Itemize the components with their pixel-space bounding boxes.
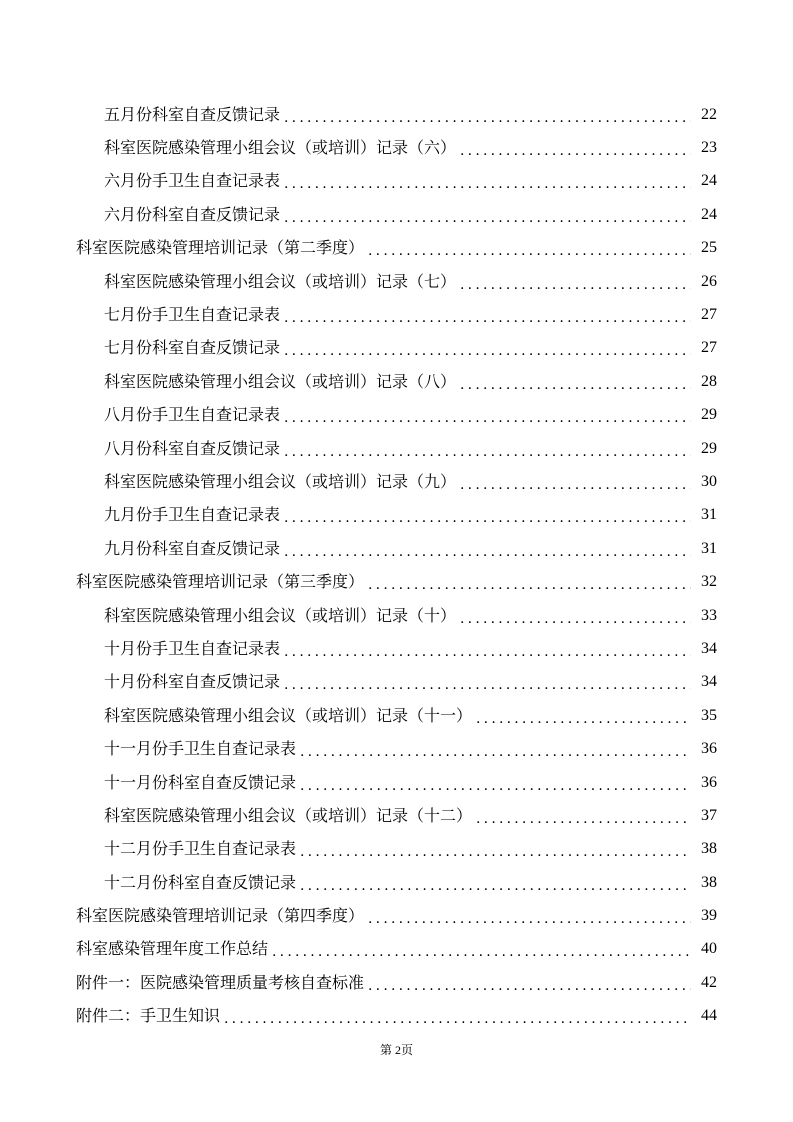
toc-entry-title: 科室医院感染管理培训记录（第四季度） bbox=[76, 906, 365, 926]
toc-entry-title: 十一月份手卫生自查记录表 bbox=[104, 739, 297, 759]
toc-entry-title: 科室感染管理年度工作总结 bbox=[76, 939, 269, 959]
toc-entry[interactable] bbox=[0, 799, 793, 832]
toc-dot-leader bbox=[368, 244, 691, 258]
toc-entry[interactable] bbox=[0, 699, 793, 732]
toc-entry-title: 科室医院感染管理小组会议（或培训）记录（八） bbox=[104, 371, 457, 391]
toc-entry-title: 科室医院感染管理小组会议（或培训）记录（十一） bbox=[104, 705, 473, 725]
toc-entry-page-number: 22 bbox=[701, 105, 717, 123]
toc-dot-leader bbox=[300, 879, 691, 893]
toc-entry-page-number: 35 bbox=[701, 706, 717, 724]
toc-entry[interactable] bbox=[0, 98, 793, 131]
toc-entry-title: 科室医院感染管理小组会议（或培训）记录（十二） bbox=[104, 805, 473, 825]
toc-entry-page-number: 34 bbox=[701, 673, 717, 691]
toc-entry[interactable] bbox=[0, 899, 793, 932]
toc-dot-leader bbox=[460, 612, 691, 626]
toc-entry[interactable] bbox=[0, 1000, 793, 1033]
toc-dot-leader bbox=[284, 344, 691, 358]
toc-entry-title: 十月份手卫生自查记录表 bbox=[104, 638, 281, 658]
toc-dot-leader bbox=[300, 745, 691, 759]
toc-entry-title: 科室医院感染管理小组会议（或培训）记录（十） bbox=[104, 605, 457, 625]
toc-entry[interactable] bbox=[0, 666, 793, 699]
toc-entry-page-number: 27 bbox=[701, 339, 717, 357]
toc-entry-title: 科室医院感染管理培训记录（第三季度） bbox=[76, 572, 365, 592]
toc-dot-leader bbox=[476, 712, 691, 726]
toc-dot-leader bbox=[284, 645, 691, 659]
toc-entry-page-number: 37 bbox=[701, 806, 717, 824]
toc-entry[interactable] bbox=[0, 465, 793, 498]
toc-entry-title: 五月份科室自查反馈记录 bbox=[104, 104, 281, 124]
toc-entry-title: 七月份科室自查反馈记录 bbox=[104, 338, 281, 358]
toc-entry-title: 附件二：手卫生知识 bbox=[76, 1006, 221, 1026]
toc-entry-page-number: 38 bbox=[701, 873, 717, 891]
toc-dot-leader bbox=[368, 979, 691, 993]
toc-entry-title: 七月份手卫生自查记录表 bbox=[104, 305, 281, 325]
toc-entry-title: 十月份科室自查反馈记录 bbox=[104, 672, 281, 692]
toc-entry-title: 科室医院感染管理培训记录（第二季度） bbox=[76, 238, 365, 258]
toc-dot-leader bbox=[460, 378, 691, 392]
toc-dot-leader bbox=[224, 1012, 691, 1026]
toc-dot-leader bbox=[284, 678, 691, 692]
toc-entry-page-number: 24 bbox=[701, 172, 717, 190]
toc-dot-leader bbox=[284, 411, 691, 425]
toc-entry-title: 九月份手卫生自查记录表 bbox=[104, 505, 281, 525]
toc-entry-page-number: 24 bbox=[701, 205, 717, 223]
toc-entry-title: 六月份科室自查反馈记录 bbox=[104, 204, 281, 224]
toc-dot-leader bbox=[300, 845, 691, 859]
toc-dot-leader bbox=[284, 111, 691, 125]
toc-entry-page-number: 39 bbox=[701, 907, 717, 925]
toc-entry[interactable] bbox=[0, 499, 793, 532]
toc-entry-page-number: 36 bbox=[701, 773, 717, 791]
toc-entry[interactable] bbox=[0, 933, 793, 966]
toc-entry[interactable] bbox=[0, 232, 793, 265]
toc-entry-page-number: 30 bbox=[701, 472, 717, 490]
toc-dot-leader bbox=[284, 211, 691, 225]
toc-entry-page-number: 31 bbox=[701, 539, 717, 557]
toc-entry-page-number: 31 bbox=[701, 506, 717, 524]
toc-dot-leader bbox=[284, 445, 691, 459]
toc-entry-page-number: 33 bbox=[701, 606, 717, 624]
toc-entry-page-number: 25 bbox=[701, 239, 717, 257]
toc-dot-leader bbox=[460, 144, 691, 158]
toc-entry-page-number: 32 bbox=[701, 573, 717, 591]
toc-entry[interactable] bbox=[0, 866, 793, 899]
toc-entry[interactable] bbox=[0, 332, 793, 365]
toc-dot-leader bbox=[460, 478, 691, 492]
toc-entry-page-number: 27 bbox=[701, 306, 717, 324]
toc-entry[interactable] bbox=[0, 632, 793, 665]
toc-dot-leader bbox=[300, 779, 691, 793]
toc-entry[interactable] bbox=[0, 732, 793, 765]
toc-entry-title: 八月份科室自查反馈记录 bbox=[104, 438, 281, 458]
toc-entry[interactable] bbox=[0, 131, 793, 164]
toc-entry-page-number: 40 bbox=[701, 940, 717, 958]
toc-entry[interactable] bbox=[0, 532, 793, 565]
toc-entry-title: 附件一：医院感染管理质量考核自查标准 bbox=[76, 972, 365, 992]
toc-entry-page-number: 36 bbox=[701, 740, 717, 758]
toc-entry-title: 八月份手卫生自查记录表 bbox=[104, 405, 281, 425]
toc-entry-page-number: 23 bbox=[701, 139, 717, 157]
toc-entry[interactable] bbox=[0, 966, 793, 999]
toc-entry[interactable] bbox=[0, 399, 793, 432]
toc-dot-leader bbox=[368, 578, 691, 592]
toc-entry-title: 九月份科室自查反馈记录 bbox=[104, 538, 281, 558]
toc-dot-leader bbox=[284, 545, 691, 559]
toc-entry-page-number: 34 bbox=[701, 639, 717, 657]
toc-entry-page-number: 42 bbox=[701, 973, 717, 991]
toc-entry[interactable] bbox=[0, 365, 793, 398]
page-number-footer: 第 2页 bbox=[379, 1043, 413, 1057]
toc-entry[interactable] bbox=[0, 298, 793, 331]
toc-entry[interactable] bbox=[0, 265, 793, 298]
toc-dot-leader bbox=[284, 311, 691, 325]
toc-dot-leader bbox=[476, 812, 691, 826]
toc-entry[interactable] bbox=[0, 766, 793, 799]
toc-entry-page-number: 29 bbox=[701, 439, 717, 457]
toc-entry-page-number: 26 bbox=[701, 272, 717, 290]
toc-entry-page-number: 44 bbox=[701, 1007, 717, 1025]
toc-entry-title: 十二月份手卫生自查记录表 bbox=[104, 839, 297, 859]
toc-entry[interactable] bbox=[0, 165, 793, 198]
toc-entry[interactable] bbox=[0, 565, 793, 598]
toc-entry[interactable] bbox=[0, 432, 793, 465]
toc-dot-leader bbox=[284, 511, 691, 525]
toc-entry-page-number: 28 bbox=[701, 372, 717, 390]
toc-entry[interactable] bbox=[0, 198, 793, 231]
toc-entry[interactable] bbox=[0, 833, 793, 866]
toc-entry-title: 十二月份科室自查反馈记录 bbox=[104, 872, 297, 892]
toc-entry-title: 六月份手卫生自查记录表 bbox=[104, 171, 281, 191]
toc-entry[interactable] bbox=[0, 599, 793, 632]
toc-dot-leader bbox=[272, 945, 691, 959]
toc-entry-title: 十一月份科室自查反馈记录 bbox=[104, 772, 297, 792]
toc-entry-title: 科室医院感染管理小组会议（或培训）记录（九） bbox=[104, 471, 457, 491]
toc-entry-page-number: 29 bbox=[701, 406, 717, 424]
toc-entry-title: 科室医院感染管理小组会议（或培训）记录（六） bbox=[104, 138, 457, 158]
toc-dot-leader bbox=[368, 912, 691, 926]
toc-entry-page-number: 38 bbox=[701, 840, 717, 858]
table-of-contents bbox=[0, 98, 793, 1033]
toc-entry-title: 科室医院感染管理小组会议（或培训）记录（七） bbox=[104, 271, 457, 291]
toc-dot-leader bbox=[284, 177, 691, 191]
toc-dot-leader bbox=[460, 278, 691, 292]
